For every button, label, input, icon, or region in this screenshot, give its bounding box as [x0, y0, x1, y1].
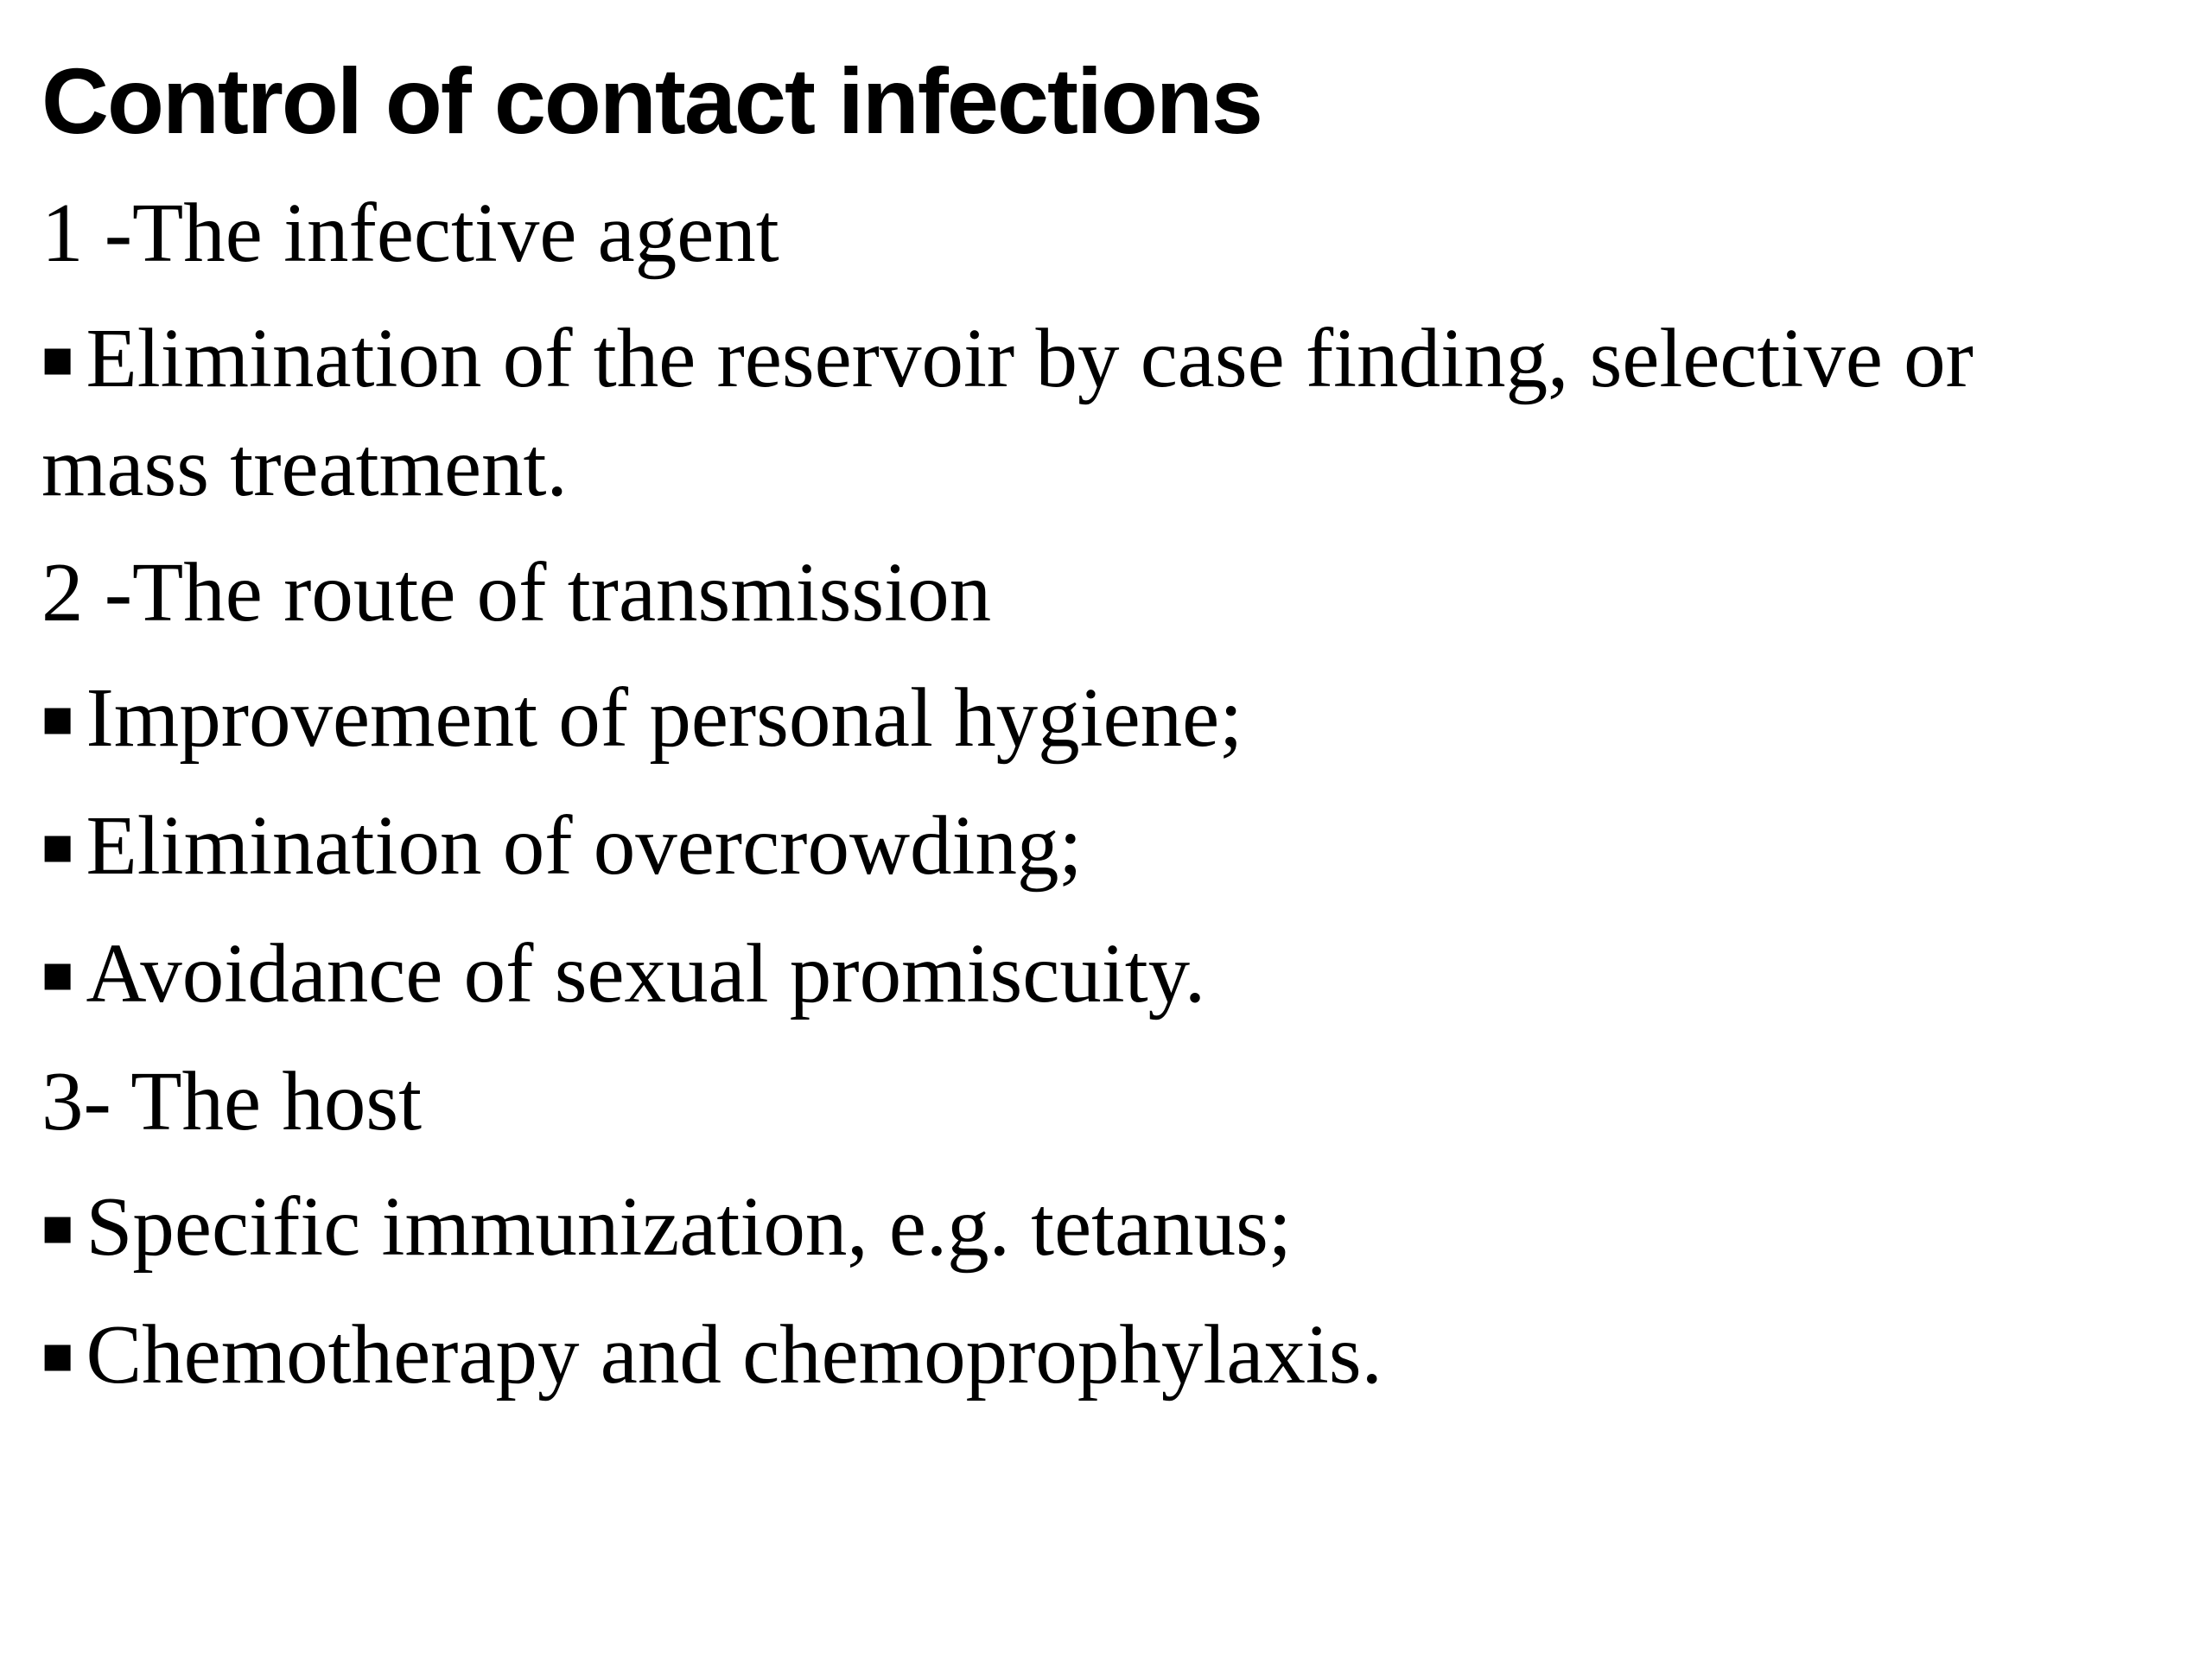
bullet-text: Specific immunization, e.g. tetanus;	[86, 1180, 1292, 1273]
bullet-text: Chemotherapy and chemoprophylaxis.	[86, 1308, 1382, 1401]
section-heading-host: 3- The host	[41, 1055, 423, 1147]
bullet-text: Elimination of the reservoir by case finding, selective or mass treatment.	[41, 312, 1974, 513]
bullet-text: Improvement of personal hygiene;	[86, 671, 1243, 764]
bullet-square-icon: ■	[41, 946, 74, 1005]
bullet-square-icon: ■	[41, 331, 74, 390]
slide-body	[41, 180, 2150, 1429]
bullet-square-icon: ■	[41, 1199, 74, 1258]
slide-title: Control of contact infections	[41, 48, 1262, 153]
bullet-item	[41, 920, 2150, 1029]
bullet-square-icon: ■	[41, 690, 74, 749]
bullet-square-icon: ■	[41, 1327, 74, 1386]
bullet-item	[41, 664, 2150, 773]
bullet-item	[41, 792, 2150, 901]
bullet-item	[41, 1173, 2150, 1282]
section-heading-route-of-transmission: 2 -The route of transmission	[41, 546, 992, 639]
bullet-item	[41, 305, 2150, 520]
section-heading-infective-agent: 1 -The infective agent	[41, 187, 779, 279]
bullet-text: Avoidance of sexual promiscuity.	[86, 927, 1206, 1020]
bullet-square-icon: ■	[41, 818, 74, 877]
bullet-text: Elimination of overcrowding;	[86, 799, 1083, 892]
bullet-item	[41, 1301, 2150, 1410]
